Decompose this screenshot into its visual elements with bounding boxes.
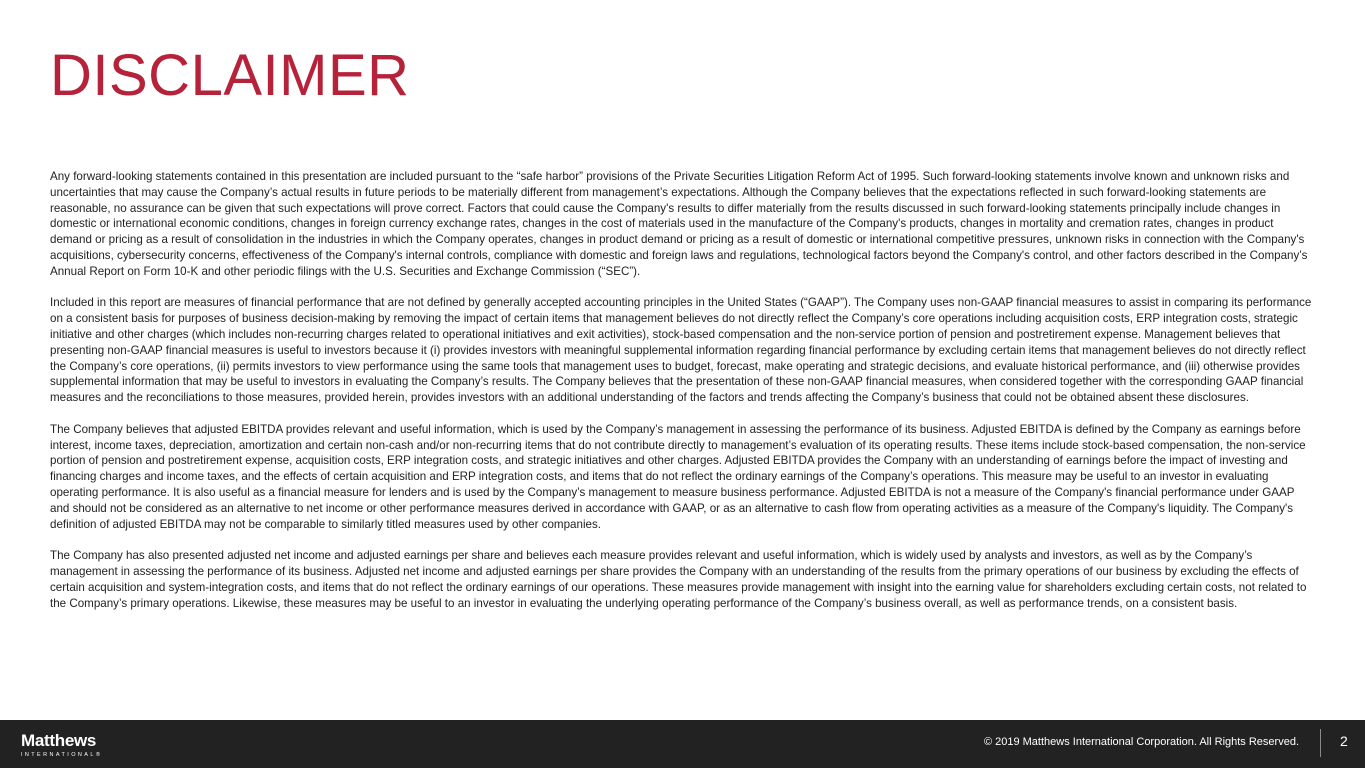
- page-title: DISCLAIMER: [50, 43, 410, 108]
- disclaimer-paragraph-forward-looking: Any forward-looking statements contained in this presentation are included pursuant to the “safe harbor” provisions of the Private Securities Litigation Reform Act of 1995. Such forward-looking statements involve known and unknown risks and uncertainties that may cause the Company’s actual results in future periods to be materially different from management’s expectations. Although the Company believes that the expectations reflected in such forward-looking statements are reasonable, no assurance can be given that such expectations will prove correct. Factors that could cause the Company's results to differ materially from the results discussed in such forward-looking statements principally include changes in domestic or international economic conditions, changes in foreign currency exchange rates, changes in the cost of materials used in the manufacture of the Company's products, changes in mortality and cremation rates, changes in product demand or pricing as a result of consolidation in the industries in which the Company operates, changes in product demand or pricing as a result of domestic or international competitive pressures, unknown risks in connection with the Company's acquisitions, cybersecurity concerns, effectiveness of the Company's internal controls, compliance with domestic and foreign laws and regulations, technological factors beyond the Company's control, and other factors described in the Company’s Annual Report on Form 10-K and other periodic filings with the U.S. Securities and Exchange Commission (“SEC”).: [50, 170, 1308, 278]
- disclaimer-paragraph-non-gaap: Included in this report are measures of financial performance that are not defined by generally accepted accounting principles in the United States (“GAAP”). The Company uses non-GAAP financial measures to assist in comparing its performance on a consistent basis for purposes of business decision-making by removing the impact of certain items that management believes do not directly reflect the Company’s core operations including acquisition costs, ERP integration costs, strategic initiative and other charges (which includes non-recurring charges related to operational initiatives and exit activities), stock-based compensation and the non-service portion of pension and postretirement expense. Management believes that presenting non-GAAP financial measures is useful to investors because it (i) provides investors with meaningful supplemental information regarding financial performance by excluding certain items that management believes do not directly reflect the Company’s core operations, (ii) permits investors to view performance using the same tools that management uses to budget, forecast, make operating and strategic decisions, and evaluate historical performance, and (iii) otherwise provides supplemental information that may be useful to investors in evaluating the Company’s results. The Company believes that the presentation of these non-GAAP financial measures, when considered together with the corresponding GAAP financial measures and the reconciliations to those measures, provided herein, provides investors with an additional understanding of the factors and trends affecting the Company’s business that could not be obtained absent these disclosures.: [50, 296, 1312, 405]
- footer-bar: [0, 720, 1365, 768]
- footer-divider: [1320, 729, 1321, 757]
- logo-subtitle-text: INTERNATIONAL: [21, 752, 96, 758]
- disclaimer-paragraph-adjusted-ebitda: The Company believes that adjusted EBITDA provides relevant and useful information, which is used by the Company’s management in assessing the performance of its business. Adjusted EBITDA is defined by the Company as earnings before interest, income taxes, depreciation, amortization and certain non-cash and/or non-recurring items that do not contribute directly to management’s evaluation of its operating results. These items include stock-based compensation, the non-service portion of pension and postretirement expense, acquisition costs, ERP integration costs, and strategic initiatives and other charges. Adjusted EBITDA provides the Company with an understanding of earnings before the impact of investing and financing charges and income taxes, and the effects of certain acquisition and ERP integration costs, and items that do not reflect the ordinary earnings of the Company’s operations. This measure may be useful to an investor in evaluating operating performance. It is also useful as a financial measure for lenders and is used by the Company’s management to measure business performance. Adjusted EBITDA is not a measure of the Company's financial performance under GAAP and should not be considered as an alternative to net income or other performance measures derived in accordance with GAAP, or as an alternative to cash flow from operating activities as a measure of the Company's liquidity. The Company's definition of adjusted EBITDA may not be comparable to similarly titled measures used by other companies.: [50, 422, 1306, 531]
- copyright-notice: © 2019 Matthews International Corporation. All Rights Reserved.: [983, 736, 1299, 748]
- logo-subtitle: [21, 752, 102, 759]
- disclaimer-body: [50, 169, 1315, 627]
- logo-wordmark: Matthews: [21, 731, 97, 750]
- logo-registered-mark: ®: [95, 752, 103, 758]
- page-number: 2: [1340, 733, 1348, 749]
- matthews-logo: [21, 731, 102, 759]
- disclaimer-paragraph-adjusted-net-income: The Company has also presented adjusted net income and adjusted earnings per share and believes each measure provides relevant and useful information, which is widely used by analysts and investors, as well as by the Company’s management in assessing the performance of its business. Adjusted net income and adjusted earnings per share provides the Company with an understanding of the results from the primary operations of our business by excluding the effects of certain acquisition and system-integration costs, and items that do not reflect the ordinary earnings of our operations. These measures provide management with insight into the earning value for shareholders excluding certain costs, not related to the Company’s primary operations. Likewise, these measures may be useful to an investor in evaluating the underlying operating performance of the Company’s business overall, as well as performance trends, on a consistent basis.: [50, 549, 1307, 610]
